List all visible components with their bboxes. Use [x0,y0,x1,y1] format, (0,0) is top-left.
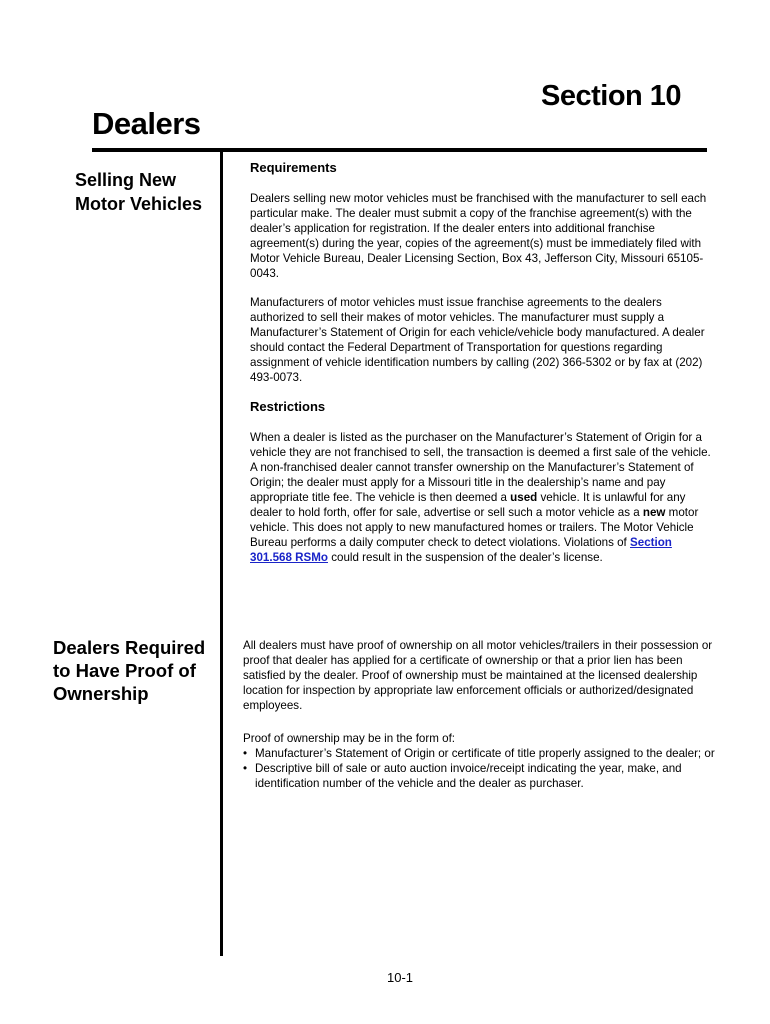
restrictions-text: When a dealer is listed as the purchaser on the Manufacturer’s Statement of Origin for a vehicle they are not franchised to sell, the transaction is deemed a first sale of the vehicle. A non-franchised dealer cannot transfer ownership on the Manufacturer’s Statement of Origin; the dealer must apply for a Missouri title in the dealership’s name and pay appropriate title fee. The vehicle is then deemed a [250,431,711,504]
restrictions-paragraph [250,430,712,565]
ownership-paragraph-2: Proof of ownership may be in the form of: [243,732,456,745]
side-heading-line: Dealers Required [53,637,206,658]
side-heading-line: Ownership [53,683,149,704]
new-emphasis: new [642,506,666,519]
side-heading-line: Selling New [75,170,177,190]
restrictions-text: could result in the suspension of the dealer’s license. [327,551,603,564]
header-divider [92,148,707,152]
restrictions-heading: Restrictions [250,399,326,414]
side-heading-line: Motor Vehicles [75,194,203,214]
page-number: 10-1 [387,970,414,985]
list-item-text: Manufacturer’s Statement of Origin or certificate of title properly assigned to the dealer; or [255,747,715,760]
used-emphasis: used [510,491,538,504]
list-item [243,761,721,791]
requirements-paragraph-2: Manufacturers of motor vehicles must issue franchise agreements to the dealers authorized to sell their makes of motor vehicles. The manufacturer must supply a Manufacturer’s Statement of Origin for each vehicle/vehicle body manufactured. A dealer should contact the Federal Department of Transportation for questions regarding assignment of vehicle identification numbers by calling (202) 366-5302 or by fax at (202) 493-0073. [250,296,705,384]
list-item [243,746,721,761]
ownership-forms-list [243,746,721,791]
chapter-title: Dealers [92,106,201,141]
requirements-paragraph-1: Dealers selling new motor vehicles must be franchised with the manufacturer to sell each particular make. The dealer must submit a copy of the franchise agreement(s) with the dealer’s application for registration. If the dealer enters into additional franchise agreement(s) during the year, copies of the agreement(s) must be immediately filed with Motor Vehicle Bureau, Dealer Licensing Section, Box 43, Jefferson City, Missouri 65105-0043. [250,192,707,280]
bullet-icon: • [243,747,248,760]
side-heading-selling-new [75,168,202,216]
ownership-paragraph-1: All dealers must have proof of ownership on all motor vehicles/trailers in their possession or proof that dealer has applied for a certificate of ownership or that a prior lien has been satisfied by the dealer. Proof of ownership must be maintained at the licensed dealership location for inspection by appropriate law enforcement officials or authorized/designated employees. [243,639,713,712]
side-heading-proof-of-ownership [53,636,205,705]
section-label: Section 10 [541,80,682,112]
bullet-icon: • [243,762,248,775]
side-heading-line: to Have Proof of [53,660,196,681]
margin-divider [220,152,223,956]
list-item-text: Descriptive bill of sale or auto auction invoice/receipt indicating the year, make, and identification number of the vehicle and the dealer as purchaser. [255,762,682,790]
restrictions-text: motor vehicle. This does not apply to new manufactured homes or trailers. The Motor Vehicle Bureau performs a daily computer check to detect violations. Violations of [250,506,699,549]
restrictions-text: vehicle. It is unlawful for any dealer to hold forth, offer for sale, advertise or sell such a motor vehicle as a [250,491,686,519]
statute-link[interactable]: Section 301.568 RSMo [250,536,672,564]
requirements-heading: Requirements [250,160,337,175]
